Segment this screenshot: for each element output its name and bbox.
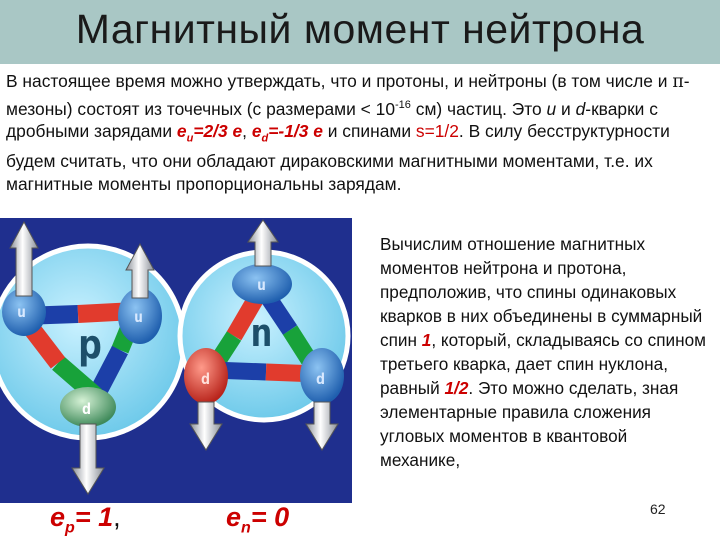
neutron-quark-top-label: u [257,276,267,294]
side-paragraph [380,232,710,472]
size-exponent: -16 [395,98,411,111]
slide-title: Магнитный момент нейтрона [75,6,645,52]
side-text-1: Вычислим отношение магнитных моментов нейтрона и протона, предположив, что спины одинаковых кварков в них объединены в суммарный спин [380,234,703,350]
spin-down-arrow-icon [306,402,338,450]
neutron-quark-right-label: d [316,370,326,388]
intro-text-7: и спинами [322,120,416,141]
side-text-3: . Это можно сделать, зная элементарные правила сложения угловых моментов в квантовой механике, [380,378,679,470]
nucleon-quark-diagram [0,218,352,503]
neutron-quark-left-label: d [201,370,211,388]
proton-label: p [78,322,103,368]
quark-structure-svg [0,218,352,503]
intro-paragraph [6,70,712,195]
intro-text-3: см) частиц. Это [410,98,547,119]
u-quark-symbol: u [546,98,557,119]
neutron-charge: $e_n= 0$ [226,502,290,537]
proton-quark-bottom-label: d [82,400,92,418]
neutron-label: n [250,311,273,355]
intro-text-6: , [242,120,252,141]
neutron-diagram [180,220,348,450]
proton-quark-left-label: u [17,303,27,321]
nucleon-spin-half: 1/2 [444,378,469,398]
u-charge: $e_u=2/3$ e [176,120,243,145]
spin-down-arrow-icon [190,402,222,450]
intro-text-5: -кварки с дробными зарядами [6,98,658,141]
page-number: 62 [650,501,666,517]
pi-symbol: π [672,72,684,92]
d-quark-symbol: d [575,98,586,119]
proton-charge: $e_p= 1$, [50,502,121,537]
intro-text-2: -мезоны) состоят из точечных (с размерами < 10 [6,71,690,119]
intro-text-8: . В силу бесструктурности будем считать, что они обладают дираковскими магнитными моментами, т.е. их магнитные моменты пропорциональны зарядам. [6,120,670,194]
total-spin-one: 1 [421,330,432,350]
intro-text-1: В настоящее время можно утверждать, что и протоны, и нейтроны (в том числе и [6,71,673,91]
side-text-2: , который, складываясь со спином третьего кварка, дает спин нуклона, равный [380,330,706,398]
proton-diagram [0,222,184,494]
proton-quark-right-label: u [134,308,144,326]
spin-value: s=1/2 [415,120,459,141]
intro-text-4: и [556,98,576,119]
d-charge: $e_d=-1/3$ e [251,120,323,145]
